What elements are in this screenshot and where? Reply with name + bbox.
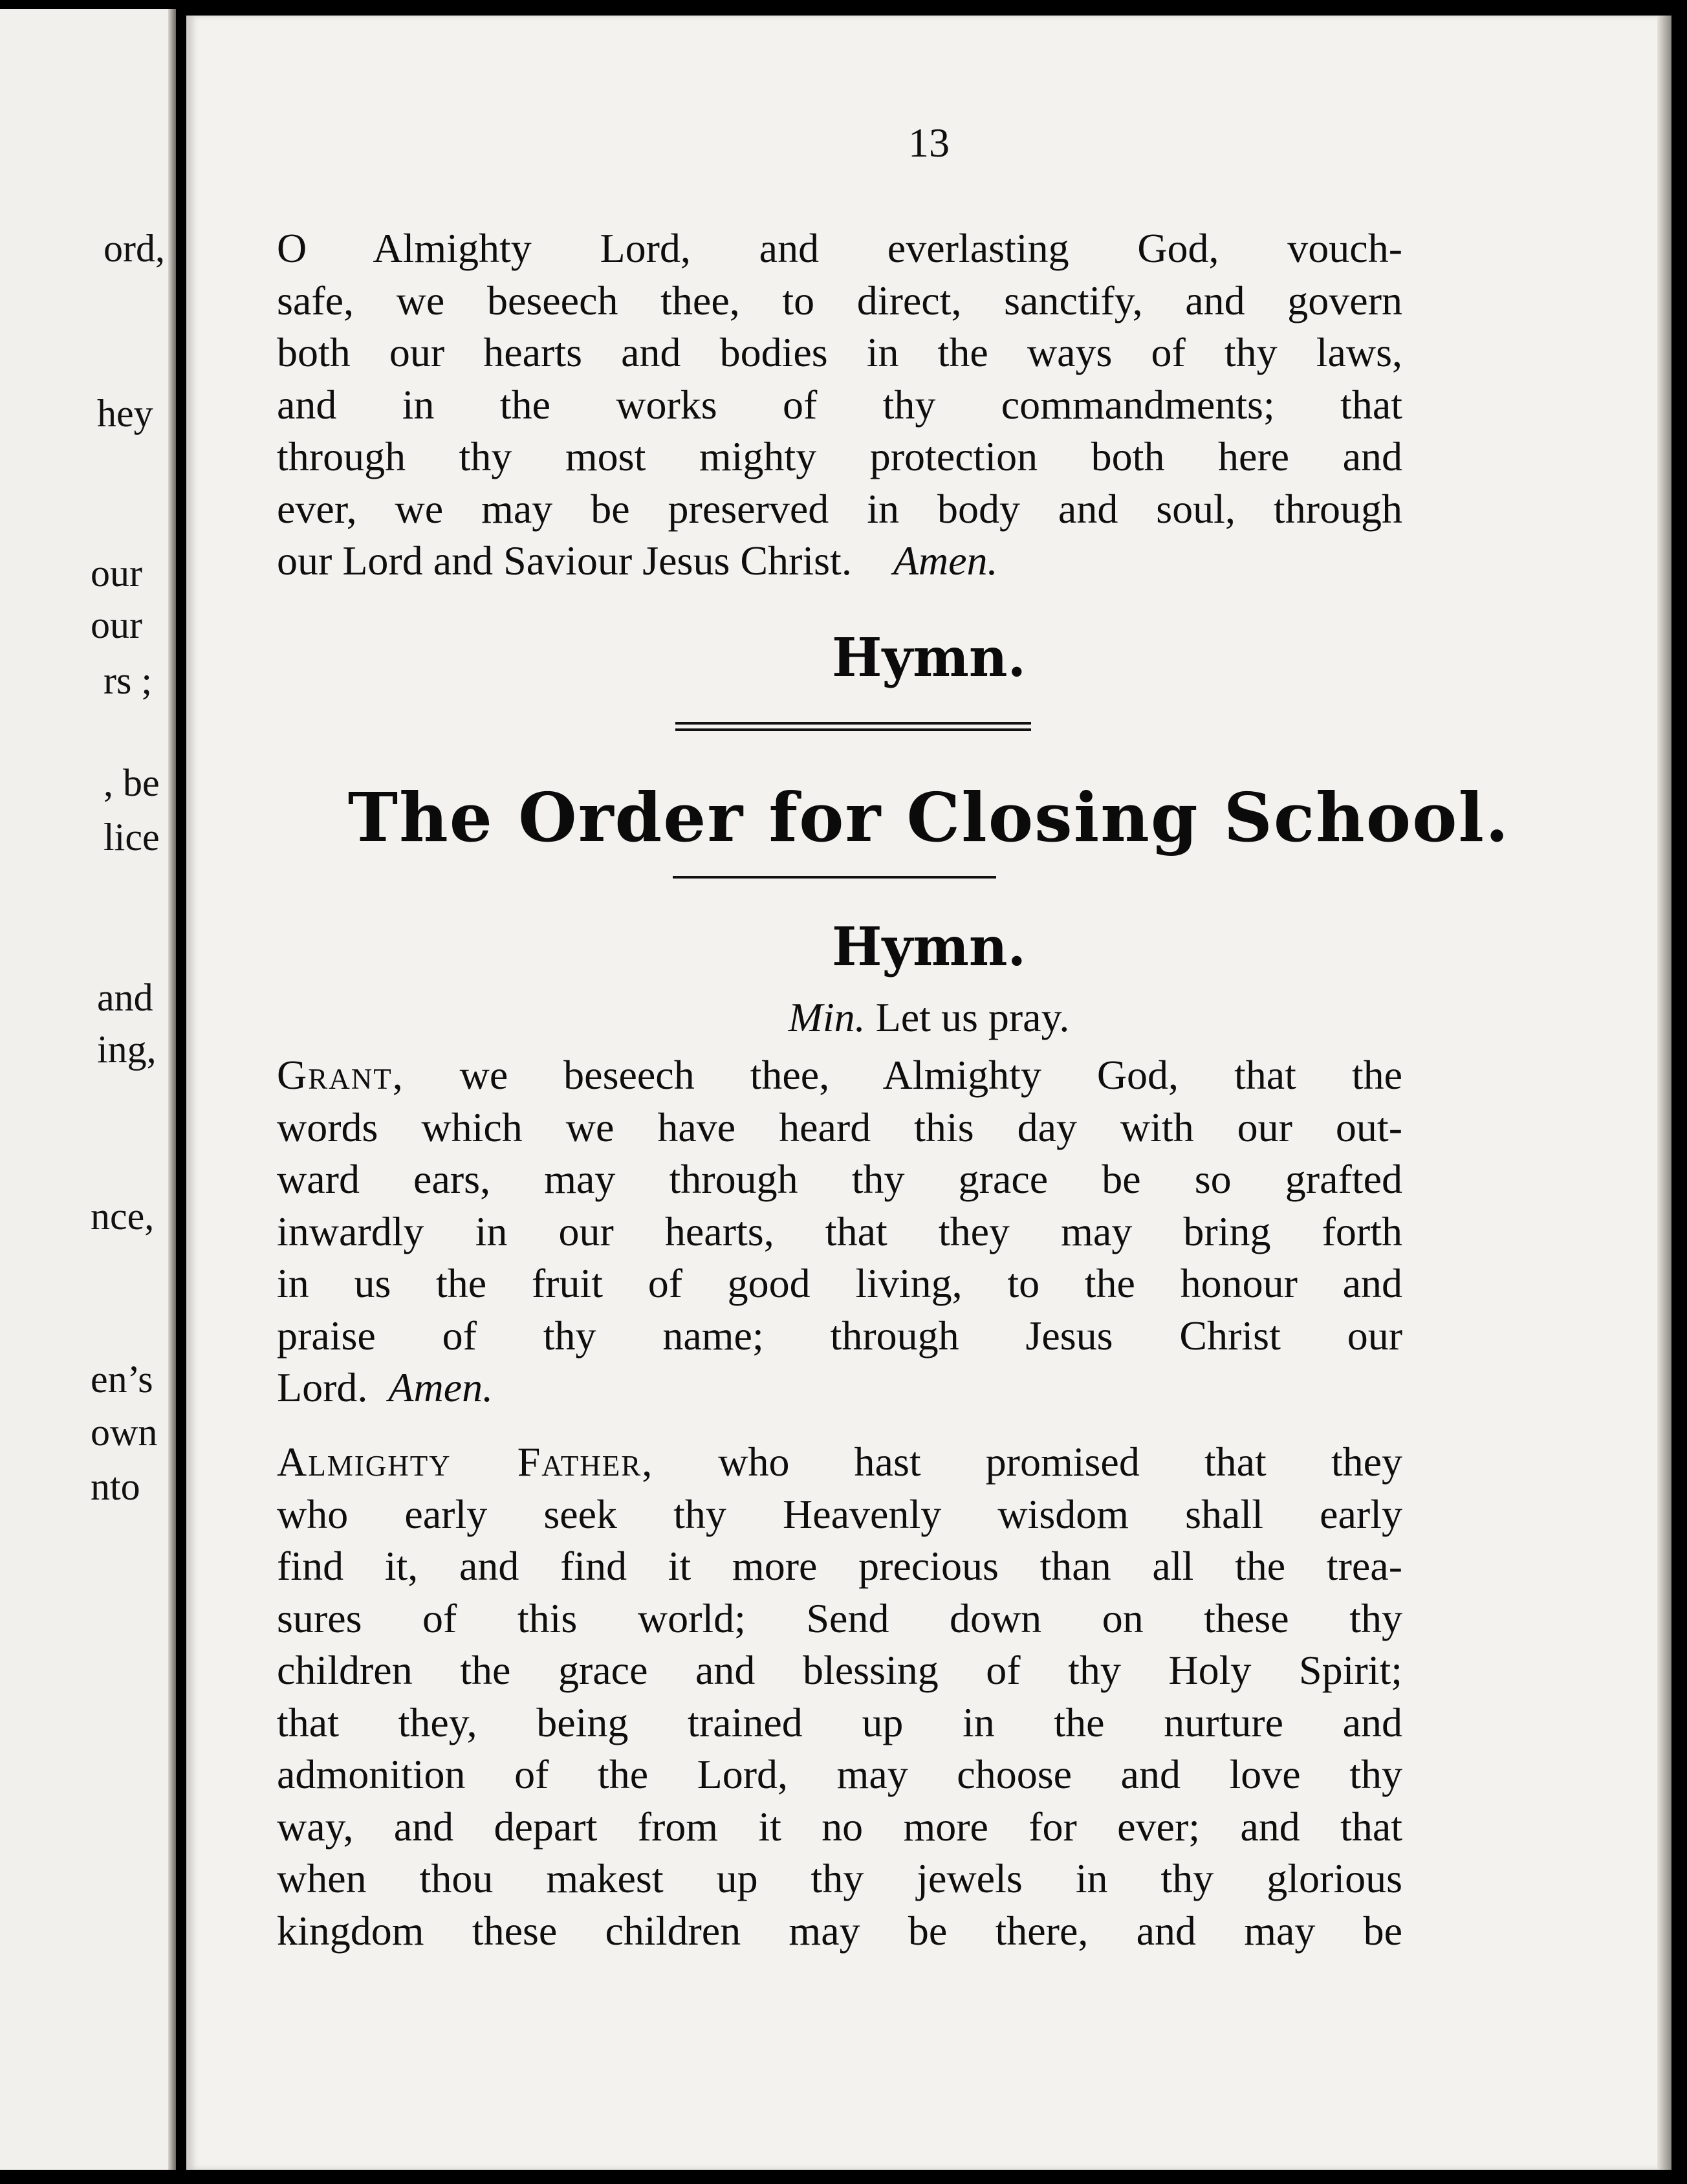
left-fragment: en’s bbox=[91, 1358, 153, 1401]
left-fragment: own bbox=[91, 1411, 158, 1454]
text-line: both our hearts and bodies in the ways of thy laws, bbox=[277, 329, 1402, 375]
amen: Amen. bbox=[388, 1364, 494, 1410]
text-line: way, and depart from it no more for ever; and that bbox=[277, 1803, 1402, 1850]
double-rule bbox=[675, 722, 1031, 731]
text-segment: we beseech thee, Almighty God, that the bbox=[404, 1052, 1402, 1098]
text-line: who early seek thy Heavenly wisdom shall early bbox=[277, 1491, 1402, 1537]
text-line: find it, and find it more precious than all the trea- bbox=[277, 1543, 1402, 1589]
text-line: when thou makest up thy jewels in thy glorious bbox=[277, 1855, 1402, 1901]
first-word: Almighty Father, bbox=[277, 1439, 654, 1485]
text-line: kingdom these children may be there, and may be bbox=[277, 1907, 1402, 1954]
hymn-heading: Hymn. bbox=[831, 627, 1027, 689]
text-line bbox=[277, 1362, 1402, 1414]
minister-label: Min. bbox=[788, 994, 865, 1040]
left-fragment: our bbox=[91, 552, 142, 595]
text-line: in us the fruit of good living, to the honour and bbox=[277, 1260, 1402, 1306]
text-line bbox=[277, 1436, 1402, 1489]
text-line: praise of thy name; through Jesus Christ our bbox=[277, 1312, 1402, 1359]
text-line: admonition of the Lord, may choose and love thy bbox=[277, 1751, 1402, 1797]
minister-rubric bbox=[186, 994, 1671, 1042]
left-fragment: rs ; bbox=[103, 659, 152, 702]
book-page bbox=[186, 16, 1671, 2170]
minister-text: Let us pray. bbox=[875, 994, 1070, 1040]
left-fragment: nto bbox=[91, 1465, 140, 1508]
left-fragment: lice bbox=[103, 816, 160, 858]
left-fragment: hey bbox=[97, 392, 153, 435]
hymn-heading: Hymn. bbox=[831, 916, 1027, 978]
text-line: inwardly in our hearts, that they may bring forth bbox=[277, 1208, 1402, 1254]
text-line: safe, we beseech thee, to direct, sanctify, and govern bbox=[277, 277, 1402, 323]
text-line: ward ears, may through thy grace be so grafted bbox=[277, 1156, 1402, 1202]
text-line: that they, being trained up in the nurture and bbox=[277, 1699, 1402, 1745]
text-line: sures of this world; Send down on these thy bbox=[277, 1595, 1402, 1641]
left-fragment: nce, bbox=[91, 1195, 155, 1238]
left-fragment: ing, bbox=[97, 1028, 157, 1071]
prayer-paragraph-3 bbox=[277, 1436, 1402, 1957]
amen: Amen. bbox=[893, 538, 998, 584]
left-fragment: ord, bbox=[103, 227, 165, 270]
book-gutter bbox=[168, 9, 176, 2170]
title-rule bbox=[673, 876, 996, 879]
text-segment: who hast promised that they bbox=[653, 1439, 1402, 1485]
page-number: 13 bbox=[908, 120, 950, 166]
section-title: The Order for Closing School. bbox=[347, 778, 1510, 857]
text-segment: Lord. bbox=[277, 1364, 368, 1410]
text-line bbox=[277, 535, 1402, 587]
text-line: and in the works of thy commandments; that bbox=[277, 381, 1402, 428]
text-line: through thy most mighty protection both here and bbox=[277, 433, 1402, 479]
first-word: Grant, bbox=[277, 1052, 404, 1098]
text-segment: our Lord and Saviour Jesus Christ. bbox=[277, 538, 852, 584]
left-fragment: our bbox=[91, 604, 142, 646]
left-fragment: , be bbox=[103, 761, 160, 804]
left-page-fragment bbox=[0, 9, 176, 2170]
text-line bbox=[277, 1049, 1402, 1102]
page-edge bbox=[1657, 16, 1671, 2170]
text-line: children the grace and blessing of thy Holy Spirit; bbox=[277, 1647, 1402, 1693]
prayer-paragraph-2 bbox=[277, 1049, 1402, 1414]
text-line: ever, we may be preserved in body and soul, through bbox=[277, 485, 1402, 532]
prayer-paragraph-1 bbox=[277, 223, 1402, 587]
left-fragment: and bbox=[97, 976, 153, 1019]
text-line: words which we have heard this day with our out- bbox=[277, 1104, 1402, 1150]
text-line: O Almighty Lord, and everlasting God, vouch- bbox=[277, 225, 1402, 271]
